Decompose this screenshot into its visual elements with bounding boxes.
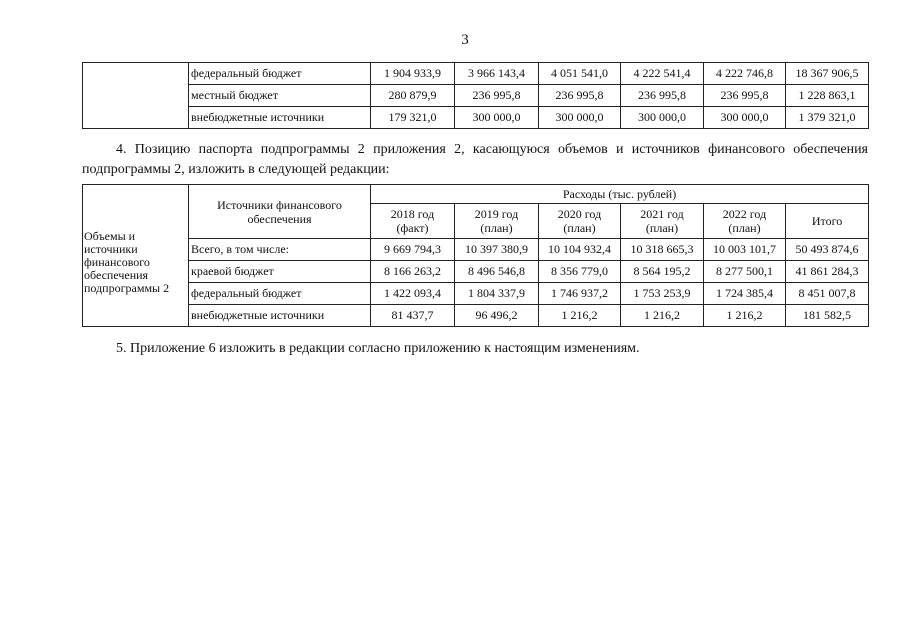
year-label: 2020 год <box>557 207 602 221</box>
expenses-header: Расходы (тыс. рублей) <box>371 185 869 204</box>
value-cell: 236 995,8 <box>539 85 621 107</box>
year-note: (план) <box>645 221 679 235</box>
value-cell: 8 496 546,8 <box>455 261 539 283</box>
value-cell: 96 496,2 <box>455 305 539 327</box>
value-cell: 300 000,0 <box>621 107 704 129</box>
table-row <box>83 85 869 107</box>
year-note: (план) <box>728 221 761 235</box>
total-cell: 50 493 874,6 <box>786 239 869 261</box>
value-cell: 8 564 195,2 <box>621 261 704 283</box>
value-cell: 1 753 253,9 <box>621 283 704 305</box>
year-note: (факт) <box>396 221 429 235</box>
row-label: федеральный бюджет <box>189 63 371 85</box>
row-label: местный бюджет <box>189 85 371 107</box>
table-row <box>83 107 869 129</box>
paragraph-4: 4. Позицию паспорта подпрограммы 2 приложения 2, касающуюся объемов и источников финансового обеспечения подпрограммы 2, изложить в следующей редакции: <box>82 142 868 177</box>
sources-header: Источники финансового обеспечения <box>189 185 371 239</box>
value-cell: 4 051 541,0 <box>539 63 621 85</box>
table-row <box>83 261 869 283</box>
page-number: 3 <box>461 32 469 48</box>
value-cell: 8 277 500,1 <box>704 261 786 283</box>
value-cell: 1 904 933,9 <box>371 63 455 85</box>
value-cell: 9 669 794,3 <box>371 239 455 261</box>
value-cell: 236 995,8 <box>455 85 539 107</box>
year-note: (план) <box>480 221 513 235</box>
total-cell: 181 582,5 <box>786 305 869 327</box>
year-header <box>621 204 704 239</box>
total-cell: 41 861 284,3 <box>786 261 869 283</box>
year-label: 2021 год <box>640 207 684 221</box>
value-cell: 1 804 337,9 <box>455 283 539 305</box>
value-cell: 300 000,0 <box>704 107 786 129</box>
year-label: 2019 год <box>474 207 519 221</box>
table-row <box>83 239 869 261</box>
value-cell: 10 003 101,7 <box>704 239 786 261</box>
year-header <box>455 204 539 239</box>
value-cell: 1 724 385,4 <box>704 283 786 305</box>
table-row <box>83 305 869 327</box>
row-label: внебюджетные источники <box>189 305 371 327</box>
financing-table <box>82 184 869 327</box>
table-row <box>83 283 869 305</box>
year-header <box>539 204 621 239</box>
row-label: Всего, в том числе: <box>189 239 371 261</box>
value-cell: 10 397 380,9 <box>455 239 539 261</box>
value-cell: 4 222 541,4 <box>621 63 704 85</box>
total-cell: 1 379 321,0 <box>786 107 869 129</box>
year-label: 2022 год <box>722 207 767 221</box>
value-cell: 1 746 937,2 <box>539 283 621 305</box>
table-row <box>83 63 869 85</box>
value-cell: 3 966 143,4 <box>455 63 539 85</box>
value-cell: 280 879,9 <box>371 85 455 107</box>
year-label: 2018 год <box>390 207 435 221</box>
row-label: внебюджетные источники <box>189 107 371 129</box>
section-label: Объемы и источники финансового обеспечения подпрограммы 2 <box>83 185 189 327</box>
paragraph-5: 5. Приложение 6 изложить в редакции согласно приложению к настоящим изменениям. <box>116 341 640 356</box>
top-continuation-table <box>82 62 869 129</box>
row-label: федеральный бюджет <box>189 283 371 305</box>
empty-label-cell <box>83 63 189 129</box>
row-label: краевой бюджет <box>189 261 371 283</box>
value-cell: 81 437,7 <box>371 305 455 327</box>
value-cell: 8 356 779,0 <box>539 261 621 283</box>
total-header: Итого <box>786 204 869 239</box>
value-cell: 1 422 093,4 <box>371 283 455 305</box>
total-cell: 8 451 007,8 <box>786 283 869 305</box>
value-cell: 1 216,2 <box>704 305 786 327</box>
value-cell: 1 216,2 <box>621 305 704 327</box>
value-cell: 8 166 263,2 <box>371 261 455 283</box>
value-cell: 300 000,0 <box>455 107 539 129</box>
header-row <box>83 185 869 204</box>
value-cell: 179 321,0 <box>371 107 455 129</box>
value-cell: 10 104 932,4 <box>539 239 621 261</box>
value-cell: 10 318 665,3 <box>621 239 704 261</box>
value-cell: 1 216,2 <box>539 305 621 327</box>
value-cell: 236 995,8 <box>621 85 704 107</box>
value-cell: 300 000,0 <box>539 107 621 129</box>
total-cell: 18 367 906,5 <box>786 63 869 85</box>
year-header <box>371 204 455 239</box>
year-header <box>704 204 786 239</box>
year-note: (план) <box>563 221 596 235</box>
total-cell: 1 228 863,1 <box>786 85 869 107</box>
value-cell: 4 222 746,8 <box>704 63 786 85</box>
value-cell: 236 995,8 <box>704 85 786 107</box>
